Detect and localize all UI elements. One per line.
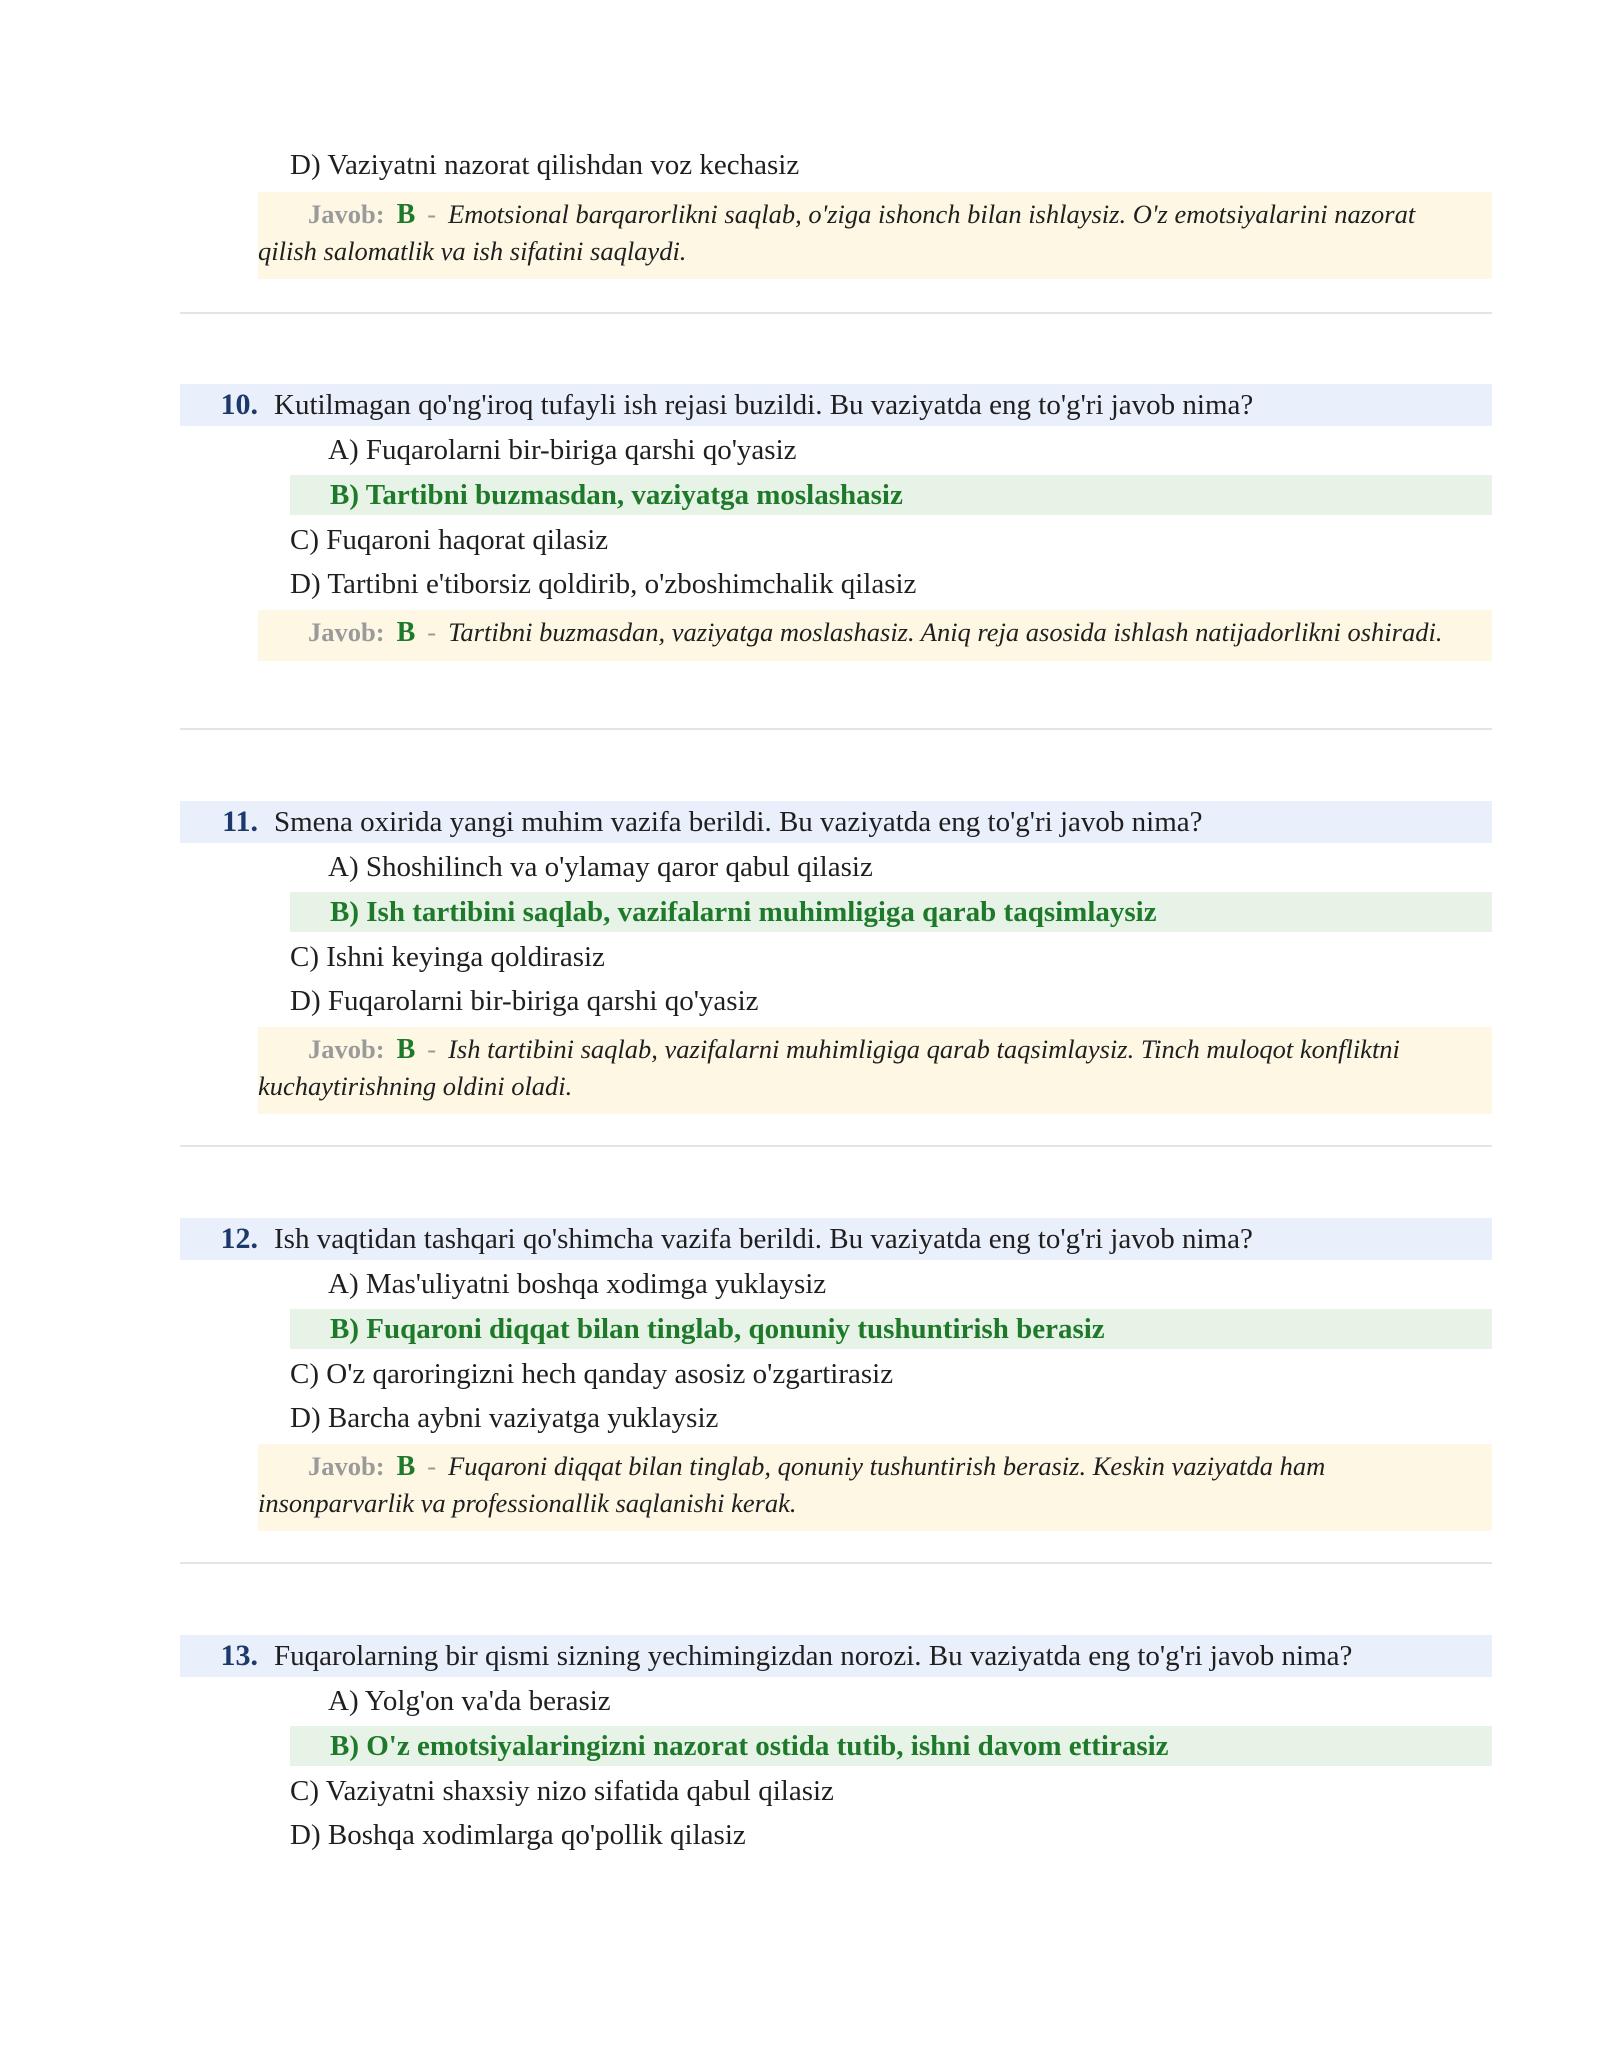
question-text: Smena oxirida yangi muhim vazifa berildi. Bu vaziyatda eng to'g'ri javob nima? xyxy=(274,806,1203,838)
question-header xyxy=(180,801,1492,843)
question-number: 11. xyxy=(222,805,258,838)
answer-box xyxy=(258,610,1492,661)
option-c: C) Fuqaroni haqorat qilasiz xyxy=(290,524,609,556)
answer-box xyxy=(258,1444,1492,1531)
option-d: D) Tartibni e'tiborsiz qoldirib, o'zboshimchalik qilasiz xyxy=(290,568,917,600)
option-b-correct: B) Tartibni buzmasdan, vaziyatga moslashasiz xyxy=(290,475,1492,515)
option-d: D) Vaziyatni nazorat qilishdan voz kechasiz xyxy=(290,149,800,181)
option-c: C) O'z qaroringizni hech qanday asosiz o'zgartirasiz xyxy=(290,1358,894,1390)
divider xyxy=(180,312,1492,314)
answer-label: Javob: xyxy=(308,199,385,229)
question-header xyxy=(180,1635,1492,1677)
question-text: Fuqarolarning bir qismi sizning yechimingizdan norozi. Bu vaziyatda eng to'g'ri javob nima? xyxy=(274,1640,1353,1672)
answer-explanation: Tartibni buzmasdan, vaziyatga moslashasiz. Aniq reja asosida ishlash natijadorlikni oshiradi. xyxy=(448,617,1443,647)
answer-box xyxy=(258,1027,1492,1114)
divider xyxy=(180,1145,1492,1147)
option-d: D) Barcha aybni vaziyatga yuklaysiz xyxy=(290,1402,719,1434)
answer-dash: - xyxy=(427,1451,437,1481)
answer-letter: B xyxy=(396,199,416,230)
option-a: A) Fuqarolarni bir-biriga qarshi qo'yasiz xyxy=(328,434,797,466)
divider xyxy=(180,728,1492,730)
answer-dash: - xyxy=(427,1034,437,1064)
answer-explanation: Emotsional barqarorlikni saqlab, o'ziga ishonch bilan ishlaysiz. O'z emotsiyalarini nazorat qilish salomatlik va ish sifatini saqlaydi. xyxy=(258,199,1416,266)
question-text: Ish vaqtidan tashqari qo'shimcha vazifa berildi. Bu vaziyatda eng to'g'ri javob nima? xyxy=(274,1223,1253,1255)
option-a: A) Shoshilinch va o'ylamay qaror qabul qilasiz xyxy=(328,851,873,883)
answer-dash: - xyxy=(427,617,437,647)
divider xyxy=(180,1562,1492,1564)
question-number: 12. xyxy=(220,1222,258,1255)
option-a: A) Mas'uliyatni boshqa xodimga yuklaysiz xyxy=(328,1268,827,1300)
option-c: C) Vaziyatni shaxsiy nizo sifatida qabul qilasiz xyxy=(290,1775,834,1807)
question-number: 10. xyxy=(220,388,258,421)
answer-label: Javob: xyxy=(308,1034,385,1064)
option-b-correct: B) Fuqaroni diqqat bilan tinglab, qonuniy tushuntirish berasiz xyxy=(290,1309,1492,1349)
question-number: 13. xyxy=(220,1639,258,1672)
question-text: Kutilmagan qo'ng'iroq tufayli ish rejasi buzildi. Bu vaziyatda eng to'g'ri javob nima? xyxy=(274,389,1254,421)
option-d: D) Boshqa xodimlarga qo'pollik qilasiz xyxy=(290,1819,746,1851)
option-b-correct: B) O'z emotsiyalaringizni nazorat ostida tutib, ishni davom ettirasiz xyxy=(290,1726,1492,1766)
option-c: C) Ishni keyinga qoldirasiz xyxy=(290,941,605,973)
question-header xyxy=(180,384,1492,426)
answer-box xyxy=(258,192,1492,279)
question-header xyxy=(180,1218,1492,1260)
answer-explanation: Ish tartibini saqlab, vazifalarni muhimligiga qarab taqsimlaysiz. Tinch muloqot konfliktni kuchaytirishning oldini oladi. xyxy=(258,1034,1400,1101)
option-d: D) Fuqarolarni bir-biriga qarshi qo'yasiz xyxy=(290,985,759,1017)
answer-letter: B xyxy=(396,617,416,648)
answer-explanation: Fuqaroni diqqat bilan tinglab, qonuniy tushuntirish berasiz. Keskin vaziyatda ham insonparvarlik va professionallik saqlanishi kerak. xyxy=(258,1451,1326,1518)
answer-label: Javob: xyxy=(308,1451,385,1481)
answer-dash: - xyxy=(427,199,437,229)
answer-letter: B xyxy=(396,1034,416,1065)
option-a: A) Yolg'on va'da berasiz xyxy=(328,1685,611,1717)
option-b-correct: B) Ish tartibini saqlab, vazifalarni muhimligiga qarab taqsimlaysiz xyxy=(290,892,1492,932)
answer-label: Javob: xyxy=(308,617,385,647)
answer-letter: B xyxy=(396,1451,416,1482)
